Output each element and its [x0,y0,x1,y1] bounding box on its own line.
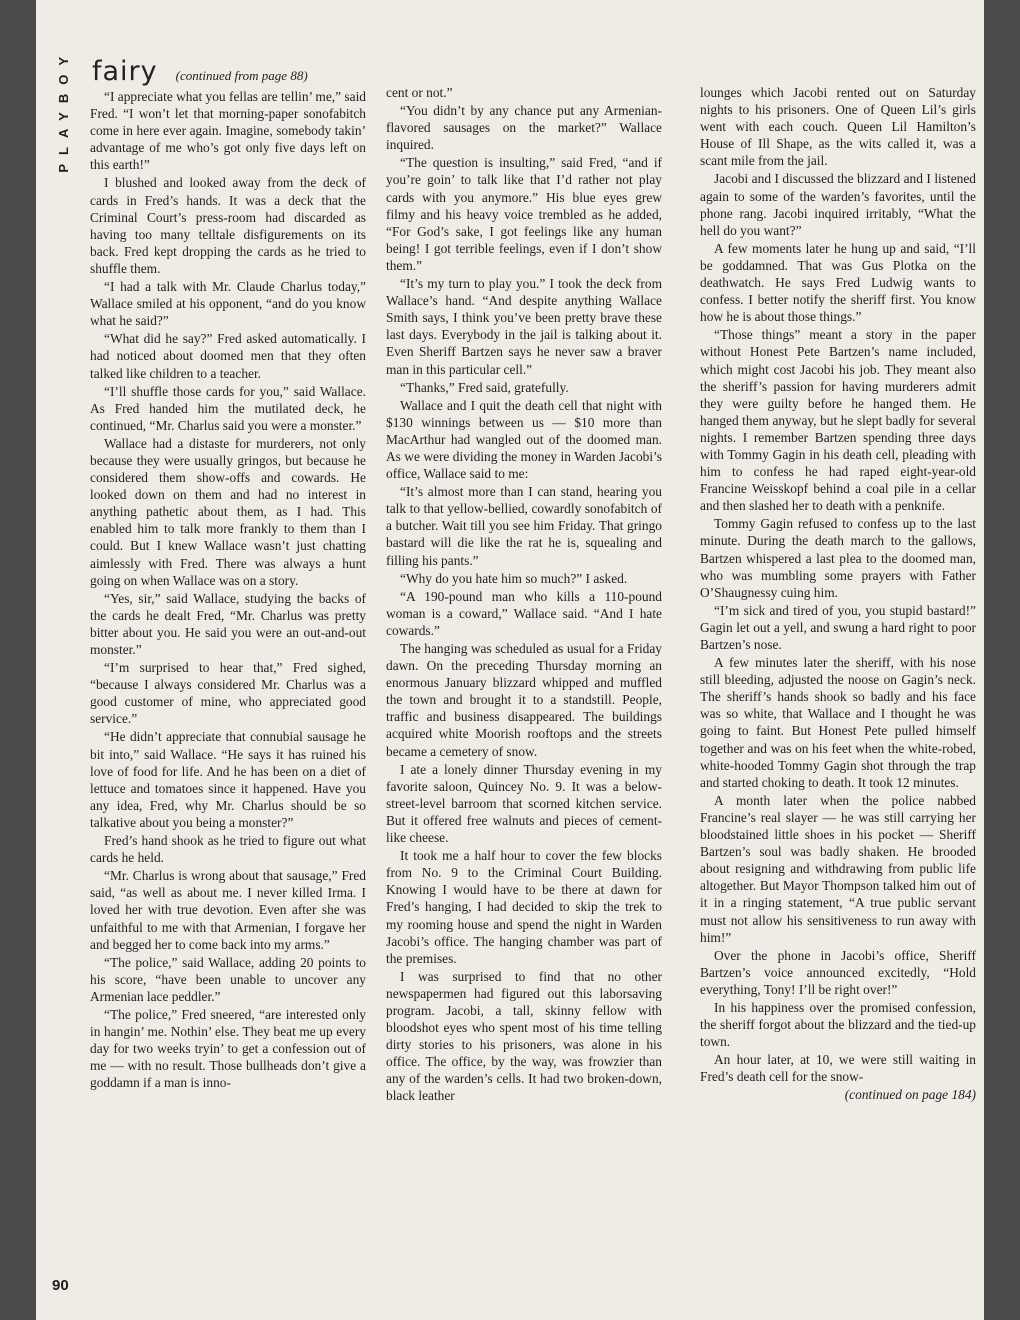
paragraph: An hour later, at 10, we were still waiting in Fred’s death cell for the snow- [700,1052,976,1085]
paragraph: It took me a half hour to cover the few blocks from No. 9 to the Criminal Court Building. Knowing I would have to be there at dawn for Fred’s hanging, I had decided to skip the trek to my rooming house and spend the night in Warden Jacobi’s office. The hanging chamber was part of the premises. [386,848,662,966]
paragraph: The hanging was scheduled as usual for a Friday dawn. On the preceding Thursday morning an enormous January blizzard whipped and muffled the town and brought it to a standstill. People, traffic and business disappeared. The buildings acquired white Moorish rooftops and the streets became a cemetery of snow. [386,641,662,759]
paragraph: “I’ll shuffle those cards for you,” said Wallace. As Fred handed him the mutilated deck, he continued, “Mr. Charlus said you were a monster.” [90,383,366,433]
paragraph: “The question is insulting,” said Fred, “and if you’re goin’ to talk like that I’d rather not play cards with you anymore.” His blue eyes grew filmy and his heavy voice trembled as he added, “For God’s sake, I got feelings like any human being! I got terrible feelings, even if I don’t show them.” [386,155,662,273]
paragraph: lounges which Jacobi rented out on Saturday nights to his prisoners. One of Queen Lil’s girls went with each couch. Queen Lil Hamilton’s House of Ill Shape, as the wits called it, was a scant mile from the jail. [700,85,976,169]
article-heading [92,56,392,87]
text-column-3 [700,84,976,1105]
paragraph: “What did he say?” Fred asked automatically. I had noticed about doomed men that they often talked like children to a teacher. [90,331,366,381]
paragraph: “I’m sick and tired of you, you stupid bastard!” Gagin let out a yell, and swung a hard right to poor Bartzen’s nose. [700,602,976,652]
magazine-page [36,0,984,1320]
page-number: 90 [52,1277,69,1294]
continued-on-note: (continued on page 184) [844,1087,976,1103]
paragraph: cent or not.” [386,85,453,100]
paragraph: Tommy Gagin refused to confess up to the last minute. During the death march to the gallows, Bartzen whispered a last plea to the doomed man, who was mumbling some prayers with Father O’Shaugnessy cuing him. [700,516,976,600]
paragraph: “Those things” meant a story in the paper without Honest Pete Bartzen’s name included, which might cost Jacobi his job. They meant also the sheriff’s passion for having murderers admit they were guilty before he hanged them. He hanged them anyway, but he slept badly for several nights. I remember Bartzen spending three days with Tommy Gagin in his death cell, pleading with him to confess he had raped eight-year-old Francine Weisskopf behind a coal pile in a cellar and then slashed her to death with a penknife. [700,327,976,514]
paragraph: “It’s almost more than I can stand, hearing you talk to that yellow-bellied, cowardly sonofabitch of a butcher. Wait till you see him Friday. That gringo bastard will die like the rat he is, squealing and filling his pants.” [386,484,662,568]
paragraph: “The police,” said Wallace, adding 20 points to his score, “have been unable to uncover any Armenian lace peddler.” [90,954,366,1004]
paragraph: “It’s my turn to play you.” I took the deck from Wallace’s hand. “And despite anything Wallace Smith says, I think you’ve been pretty brave these last days. Everybody in the jail is talking about it. Even Sheriff Bartzen says he never saw a braver man in this particular cell.” [386,276,662,377]
paragraph: A few minutes later the sheriff, with his nose still bleeding, adjusted the noose on Gagin’s neck. The sheriff’s hands shook so badly and his face was so white, that Wallace and I thought he was going to faint. But Honest Pete pulled himself together and was on his feet when the white-robed, white-hooded Tommy Gagin shot through the trap and started choking to death. It took 12 minutes. [700,655,976,790]
paragraph: “Mr. Charlus is wrong about that sausage,” Fred said, “as well as about me. I never killed Irma. I loved her with true devotion. Even after she was unfaithful to me with that Armenian, I forgave her and begged her to come back into my arms.” [90,868,366,952]
paragraph: A month later when the police nabbed Francine’s real slayer — he was still carrying her bloodstained little shoes in his pocket — Sheriff Bartzen’s soul was badly shaken. He brooded about resigning and withdrawing from public life altogether. But Mayor Thompson talked him out of it in a ringing statement, “A true public servant must not allow his sensitiveness to run away with him!” [700,792,976,945]
paragraph: “Thanks,” Fred said, gratefully. [400,379,569,395]
paragraph: Wallace had a distaste for murderers, not only because they were usually gringos, but because he considered them show-offs and cowards. He looked down on them and had no interest in anything pathetic about them, as I had. This enabled him to talk more frankly to them than I could. But I knew Wallace wasn’t just chatting aimlessly with Fred. There was always a hunt going on when Wallace was on a story. [90,435,366,588]
article-title-word: fairy [92,56,158,87]
paragraph: “Why do you hate him so much?” I asked. [400,570,628,586]
paragraph: I blushed and looked away from the deck of cards in Fred’s hands. It was a deck that the Criminal Court’s press-room had discarded as having too many telltale disfigurements on its back. Fred kept dropping the cards as he tried to shuffle them. [90,175,366,276]
paragraph: “He didn’t appreciate that connubial sausage he bit into,” said Wallace. “He says it has ruined his love of food for life. And he has been on a diet of lettuce and tomatoes since it happened. Have you any idea, Fred, why Mr. Charlus should be so talkative about you being a monster?” [90,729,366,830]
paragraph: “I appreciate what you fellas are tellin’ me,” said Fred. “I won’t let that morning-paper sonofabitch come in here ever again. Imagine, somebody takin’ advantage of me who’s got only five days left on this earth!” [90,89,366,173]
paragraph: “Yes, sir,” said Wallace, studying the backs of the cards he dealt Fred, “Mr. Charlus was pretty bitter about you. He said you were an out-and-out monster.” [90,590,366,657]
paragraph: In his happiness over the promised confession, the sheriff forgot about the blizzard and the tied-up town. [700,999,976,1050]
magazine-masthead: PLAYBOY [56,48,71,173]
continued-from-note: (continued from page 88) [175,68,308,83]
paragraph: I was surprised to find that no other newspapermen had figured out this laborsaving program. Jacobi, a tall, skinny fellow with bloodshot eyes who spent most of his time telling dirty stories to his prisoners, was alone in his office. The office, by the way, was frowzier than any of the warden’s cells. It had two broken-down, black leather [386,968,662,1104]
paragraph: Jacobi and I discussed the blizzard and I listened again to some of the warden’s favorites, until the phone rang. Jacobi inquired irritably, “What the hell do you want?” [700,171,976,238]
paragraph: “I had a talk with Mr. Claude Charlus today,” Wallace smiled at his opponent, “and do you know what he said?” [90,279,366,329]
paragraph: I ate a lonely dinner Thursday evening in my favorite saloon, Quincey No. 9. It was a below-street-level barroom that scorned kitchen service. But it offered free walnuts and pieces of cement-like cheese. [386,761,662,846]
paragraph: “You didn’t by any chance put any Armenian-flavored sausages on the market?” Wallace inquired. [386,103,662,153]
text-column-2 [386,84,662,1106]
paragraph: Fred’s hand shook as he tried to figure out what cards he held. [90,833,366,866]
text-column-1 [90,88,366,1092]
paragraph: A few moments later he hung up and said, “I’ll be goddamned. That was Gus Plotka on the deathwatch. He says Fred Ludwig wants to confess. I better notify the sheriff first. You know how he is about those things.” [700,240,976,325]
paragraph: Over the phone in Jacobi’s office, Sheriff Bartzen’s voice announced excitedly, “Hold everything, Tony! I’ll be right over!” [700,947,976,997]
paragraph: “A 190-pound man who kills a 110-pound woman is a coward,” Wallace said. “And I hate cowards.” [386,588,662,638]
paragraph: Wallace and I quit the death cell that night with $130 winnings between us — $10 more than MacArthur had wangled out of the doomed man. As we were dividing the money in Warden Jacobi’s office, Wallace said to me: [386,397,662,482]
paragraph: “I’m surprised to hear that,” Fred sighed, “because I always considered Mr. Charlus was a good customer of mine, who appreciated good service.” [90,660,366,727]
paragraph: “The police,” Fred sneered, “are interested only in hangin’ me. Nothin’ else. They beat me up every day for two weeks tryin’ to get a confession out of me — with no result. Those bullheads don’t give a goddamn if a man is inno- [90,1006,366,1091]
